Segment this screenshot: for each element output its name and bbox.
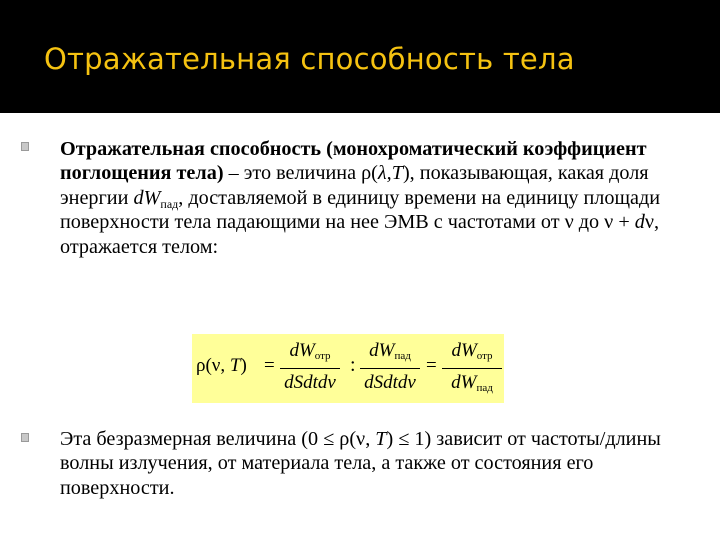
formula-box: [192, 334, 504, 403]
fraction-3-denominator: $dW_{пад}$: [451, 372, 493, 394]
fraction-2-numerator: $dW_{пад}$: [369, 340, 411, 362]
text-part: , доставляемой в единицу времени на единицу площади поверхности тела падающими на нее ЭМВ с частотами от ν до ν +: [60, 186, 661, 234]
bullet-marker-1: [21, 142, 29, 151]
bullet-marker-2: [21, 433, 29, 442]
text-part: ), показывающая, какая доля энергии: [60, 162, 649, 209]
fraction-2-denominator: dSdtdν: [364, 372, 416, 393]
title-bar: [0, 0, 720, 113]
dW-symbol: dW: [133, 186, 161, 209]
paragraph-reflectivity-definition: [60, 137, 700, 259]
d-symbol: d: [634, 211, 645, 234]
lambda-T: λ,T: [377, 162, 403, 185]
subscript-pad: пад: [160, 196, 179, 211]
bold-term: Отражательная способность (монохроматический коэффициент поглощения тела): [60, 138, 647, 185]
formula-T: T: [229, 355, 241, 376]
fraction-2-bar: [360, 368, 420, 369]
formula-equals-2: =: [426, 355, 437, 376]
formula-close-paren: ): [240, 355, 247, 376]
slide-title: Отражательная способность тела: [44, 42, 575, 76]
T-symbol: T: [375, 428, 387, 450]
formula-equals: =: [264, 355, 275, 376]
formula-rho: ρ(ν,: [196, 355, 230, 376]
fraction-3-numerator: $dW_{отр}$: [451, 340, 493, 362]
fraction-1-denominator: dSdtdν: [284, 372, 336, 393]
fraction-1-numerator: $dW_{отр}$: [289, 340, 331, 362]
text-part: Эта безразмерная величина (0 ≤ ρ(ν,: [60, 428, 376, 450]
paragraph-dimensionless-quantity: [60, 427, 700, 500]
fraction-1-bar: [280, 368, 340, 369]
text-part: – это величина ρ(: [223, 162, 378, 185]
text-part: ) ≤ 1) зависит от частоты/длины волны излучения, от материала тела, а также от состояния его поверхности.: [60, 428, 661, 499]
formula-colon: :: [350, 354, 356, 376]
slide-content: [0, 113, 720, 540]
text-part: ν, отражается телом:: [60, 211, 660, 258]
fraction-3-bar: [442, 368, 502, 369]
formula-lhs: [196, 355, 247, 377]
